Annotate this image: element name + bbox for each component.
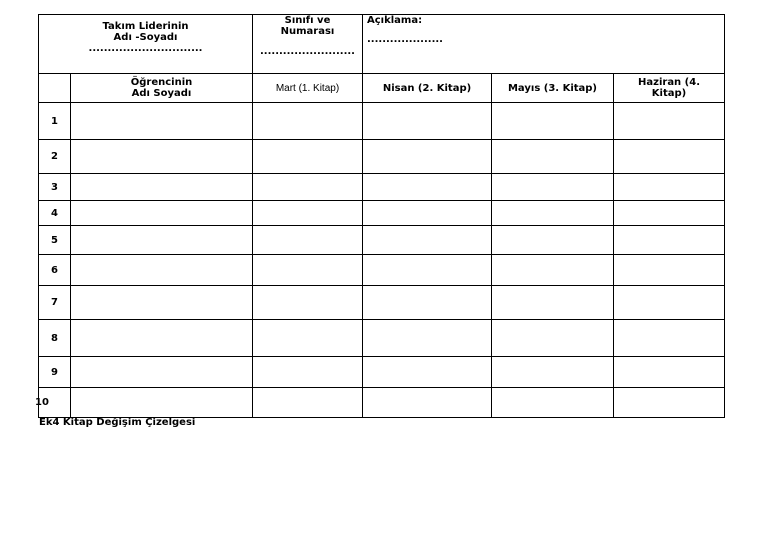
june-header-line2: Kitap) bbox=[651, 88, 687, 99]
june-column-header bbox=[614, 74, 725, 103]
header-row bbox=[39, 15, 725, 74]
class-number-cell[interactable] bbox=[253, 15, 363, 74]
june-cell[interactable] bbox=[614, 103, 725, 140]
april-cell[interactable] bbox=[363, 255, 492, 286]
march-cell[interactable] bbox=[253, 201, 363, 226]
march-cell[interactable] bbox=[253, 174, 363, 201]
march-cell[interactable] bbox=[253, 226, 363, 255]
table-row bbox=[39, 357, 725, 388]
june-cell[interactable] bbox=[614, 255, 725, 286]
march-cell[interactable] bbox=[253, 286, 363, 320]
row-number: 5 bbox=[39, 226, 71, 255]
april-cell[interactable] bbox=[363, 388, 492, 418]
class-dots: ......................... bbox=[260, 46, 355, 57]
student-name-cell[interactable] bbox=[71, 140, 253, 174]
april-cell[interactable] bbox=[363, 201, 492, 226]
june-cell[interactable] bbox=[614, 357, 725, 388]
may-cell[interactable] bbox=[492, 388, 614, 418]
april-cell[interactable] bbox=[363, 103, 492, 140]
june-cell[interactable] bbox=[614, 320, 725, 357]
row-number: 1 bbox=[39, 103, 71, 140]
student-name-cell[interactable] bbox=[71, 357, 253, 388]
row-number: 10 bbox=[35, 388, 67, 418]
student-name-cell[interactable] bbox=[71, 320, 253, 357]
table-row bbox=[39, 320, 725, 357]
april-cell[interactable] bbox=[363, 140, 492, 174]
row-number: 3 bbox=[39, 174, 71, 201]
april-cell[interactable] bbox=[363, 286, 492, 320]
april-cell[interactable] bbox=[363, 174, 492, 201]
row-number: 7 bbox=[39, 286, 71, 320]
description-dots: .................... bbox=[367, 34, 443, 45]
may-cell[interactable] bbox=[492, 140, 614, 174]
march-cell[interactable] bbox=[253, 255, 363, 286]
row-number: 4 bbox=[39, 201, 71, 226]
march-cell[interactable] bbox=[253, 388, 363, 418]
table-row bbox=[39, 226, 725, 255]
student-name-column-header bbox=[71, 74, 253, 103]
may-cell[interactable] bbox=[492, 174, 614, 201]
description-label: Açıklama: bbox=[367, 15, 423, 26]
april-cell[interactable] bbox=[363, 226, 492, 255]
row-number: 2 bbox=[39, 140, 71, 174]
june-cell[interactable] bbox=[614, 286, 725, 320]
march-cell[interactable] bbox=[253, 320, 363, 357]
june-cell[interactable] bbox=[614, 388, 725, 418]
student-name-cell[interactable] bbox=[71, 201, 253, 226]
may-cell[interactable] bbox=[492, 226, 614, 255]
table-row bbox=[39, 174, 725, 201]
april-cell[interactable] bbox=[363, 320, 492, 357]
june-header-line1: Haziran (4. bbox=[638, 77, 700, 88]
student-name-cell[interactable] bbox=[71, 388, 253, 418]
table-row bbox=[39, 388, 725, 418]
march-cell[interactable] bbox=[253, 103, 363, 140]
may-cell[interactable] bbox=[492, 255, 614, 286]
march-cell[interactable] bbox=[253, 357, 363, 388]
student-name-cell[interactable] bbox=[71, 255, 253, 286]
june-cell[interactable] bbox=[614, 201, 725, 226]
table-row bbox=[39, 140, 725, 174]
row-number: 9 bbox=[39, 357, 71, 388]
table-row bbox=[39, 201, 725, 226]
march-column-header: Mart (1. Kitap) bbox=[253, 74, 363, 103]
may-cell[interactable] bbox=[492, 320, 614, 357]
table-row bbox=[39, 286, 725, 320]
student-name-cell[interactable] bbox=[71, 226, 253, 255]
book-exchange-table bbox=[35, 14, 725, 418]
team-leader-label-line2: Adı -Soyadı bbox=[113, 32, 178, 43]
student-header-line1: Öğrencinin bbox=[130, 77, 193, 88]
student-name-cell[interactable] bbox=[71, 174, 253, 201]
june-cell[interactable] bbox=[614, 174, 725, 201]
column-header-row bbox=[39, 74, 725, 103]
student-header-line2: Adı Soyadı bbox=[131, 88, 192, 99]
may-cell[interactable] bbox=[492, 201, 614, 226]
may-cell[interactable] bbox=[492, 286, 614, 320]
class-label-line2: Numarası bbox=[280, 26, 335, 37]
team-leader-cell[interactable] bbox=[39, 15, 253, 74]
student-name-cell[interactable] bbox=[71, 103, 253, 140]
team-leader-dots: .............................. bbox=[88, 43, 203, 54]
march-cell[interactable] bbox=[253, 140, 363, 174]
table-row bbox=[39, 103, 725, 140]
april-column-header: Nisan (2. Kitap) bbox=[363, 74, 492, 103]
description-cell[interactable] bbox=[363, 15, 725, 74]
june-cell[interactable] bbox=[614, 140, 725, 174]
may-cell[interactable] bbox=[492, 357, 614, 388]
may-cell[interactable] bbox=[492, 103, 614, 140]
student-name-cell[interactable] bbox=[71, 286, 253, 320]
june-cell[interactable] bbox=[614, 226, 725, 255]
class-label-line1: Sınıfı ve bbox=[284, 15, 331, 26]
number-column-header bbox=[39, 74, 71, 103]
table-caption: Ek4 Kitap Değişim Çizelgesi bbox=[39, 417, 196, 428]
row-number: 6 bbox=[39, 255, 71, 286]
table-row bbox=[39, 255, 725, 286]
may-column-header: Mayıs (3. Kitap) bbox=[492, 74, 614, 103]
april-cell[interactable] bbox=[363, 357, 492, 388]
row-number: 8 bbox=[39, 320, 71, 357]
team-leader-label-line1: Takım Liderinin bbox=[102, 21, 189, 32]
